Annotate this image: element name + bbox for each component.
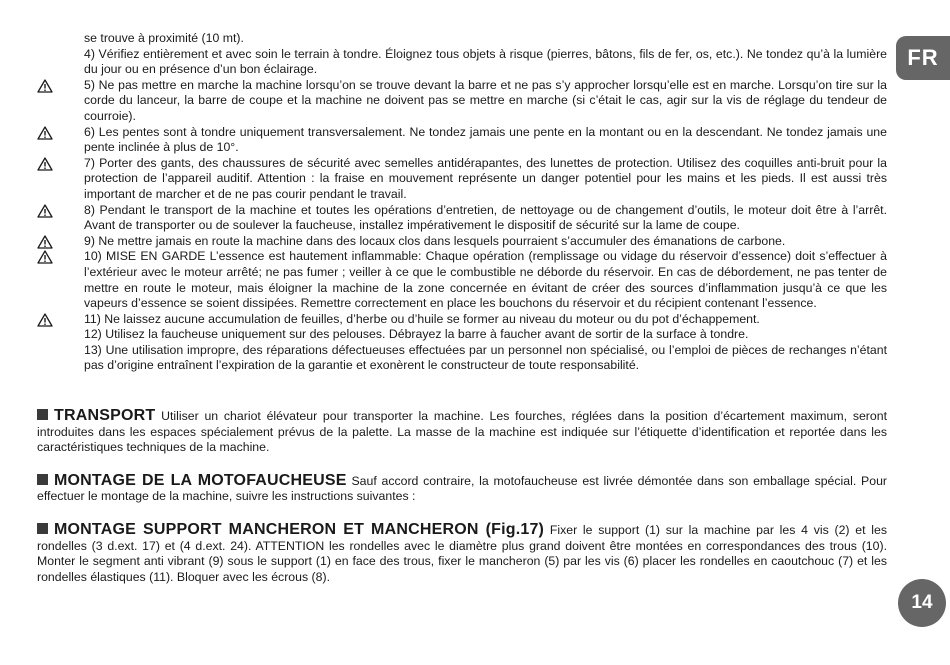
safety-item (37, 125, 887, 156)
warning-triangle-icon (37, 235, 53, 249)
section-montage (37, 473, 887, 505)
safety-item (37, 47, 887, 78)
safety-item-text: 7) Porter des gants, des chaussures de sécurité avec semelles antidérapantes, des lunettes de protection. Utilisez des coquilles anti-bruit pour la protection de l’appareil auditif. Attention : la fraise en mouvement représente un danger potentiel pour les mains et les pieds. Il est aussi très important de marcher et de ne pas courir pendant le travail. (84, 155, 887, 201)
safety-item (37, 78, 887, 125)
safety-item-text: 13) Une utilisation impropre, des réparations défectueuses effectuées par un personnel non spécialisé, ou l’emploi de pièces de rechanges n’étant pas d’origine entraînent l’expiration de la garantie et exonèrent le constructeur de toute responsabilité. (84, 342, 887, 373)
safety-item (37, 327, 887, 343)
section-heading: TRANSPORT (54, 407, 156, 424)
safety-item (37, 343, 887, 374)
square-bullet-icon (37, 523, 48, 534)
section-transport (37, 408, 887, 456)
section-heading: MONTAGE SUPPORT MANCHERON ET MANCHERON (Fig.17) (54, 520, 545, 538)
language-tab: FR (896, 36, 950, 80)
safety-item-text: 10) MISE EN GARDE L’essence est hautement inflammable: Chaque opération (remplissage ou vidage du réservoir d’essence) doit s’effectuer à l’extérieur avec le moteur arrêté; ne pas fumer ; veiller à ce que le combustible ne déborde du réservoir. En cas de débordement, ne pas tenter de mettre en route le moteur, mais éloigner la machine de la zone concernée en évitant de créer des sources d’inflammation jusqu’à ce que les vapeurs d’essence se soient dissipées. Remettre correctement en place les bouchons du réservoir et du récipient contenant l’essence. (84, 249, 887, 311)
warning-triangle-icon (37, 126, 53, 140)
safety-item (37, 203, 887, 234)
safety-item-text: 8) Pendant le transport de la machine et toutes les opérations d’entretien, de nettoyage ou de changement d’outils, le moteur doit être à l’arrêt. Avant de transporter ou de soulever la faucheuse, installez impérativement le dispositif de sécurité sur la lame de coupe. (84, 202, 887, 233)
safety-item (37, 156, 887, 203)
warning-triangle-icon (37, 250, 53, 264)
warning-triangle-icon (37, 204, 53, 218)
safety-item-text: 4) Vérifiez entièrement et avec soin le terrain à tondre. Éloignez tous objets à risque (pierres, bâtons, fils de fer, os, etc.). Ne tondez qu’à la lumière du jour ou en présence d’un bon éclairage. (84, 46, 887, 77)
section-text: Sauf accord contraire, la motofaucheuse est livrée démontée dans son emballage spécial. Pour effectuer le montage de la machine, suivre les instructions suivantes : (37, 473, 887, 504)
section-text: Fixer le support (1) sur la machine par les 4 vis (2) et les rondelles (3 d.ext. 17) et (4 d.ext. 24). ATTENTION les rondelles avec le diamètre plus grand doivent être montées en correspondances des trous (10). Monter le segment anti vibrant (9) sous le support (1) en face des trous, fixer le mancheron (5) par les vis (6) placer les rondelles en caoutchouc (7) et les rondelles élastiques (11). Bloquer avec les écrous (8). (37, 522, 887, 584)
instruction-sections (37, 408, 887, 602)
safety-list (37, 31, 887, 374)
square-bullet-icon (37, 474, 48, 485)
safety-item-text: 11) Ne laissez aucune accumulation de feuilles, d’herbe ou d’huile se former au niveau du moteur ou du pot d’échappement. (84, 311, 760, 326)
safety-item (37, 312, 887, 328)
warning-triangle-icon (37, 313, 53, 327)
safety-item-text: 6) Les pentes sont à tondre uniquement transversalement. Ne tondez jamais une pente en la montant ou en la descendant. Ne tondez jamais une pente inclinée à plus de 10°. (84, 124, 887, 155)
section-text: Utiliser un chariot élévateur pour transporter la machine. Les fourches, réglées dans la position d’écartement maximum, seront introduites dans les espaces spécialement prévus de la palette. La masse de la machine est indiquée sur l’étiquette d’identification et reportée dans les caractéristiques techniques de la machine. (37, 409, 887, 455)
square-bullet-icon (37, 409, 48, 420)
safety-item-text: se trouve à proximité (10 mt). (84, 31, 244, 45)
safety-item (37, 249, 887, 311)
page-number-badge: 14 (898, 579, 946, 627)
safety-item-text: 9) Ne mettre jamais en route la machine dans des locaux clos dans lesquels pourraient s’accumuler des émanations de carbone. (84, 233, 786, 248)
safety-item (37, 234, 887, 250)
safety-item-text: 12) Utilisez la faucheuse uniquement sur des pelouses. Débrayez la barre à faucher avant de sortir de la surface à tondre. (84, 327, 749, 342)
safety-item (37, 31, 887, 47)
safety-item-text: 5) Ne pas mettre en marche la machine lorsqu’on se trouve devant la barre et ne pas s’y approcher lorsqu’elle est en marche. Lorsqu’on tire sur la corde du lanceur, la barre de coupe et la machine ne doivent pas se mettre en marche (si c’était le cas, agir sur la vis de réglage du tendeur de courroie). (84, 77, 887, 123)
section-heading: MONTAGE DE LA MOTOFAUCHEUSE (54, 471, 347, 489)
section-montage-support (37, 522, 887, 585)
warning-triangle-icon (37, 157, 53, 171)
warning-triangle-icon (37, 79, 53, 93)
